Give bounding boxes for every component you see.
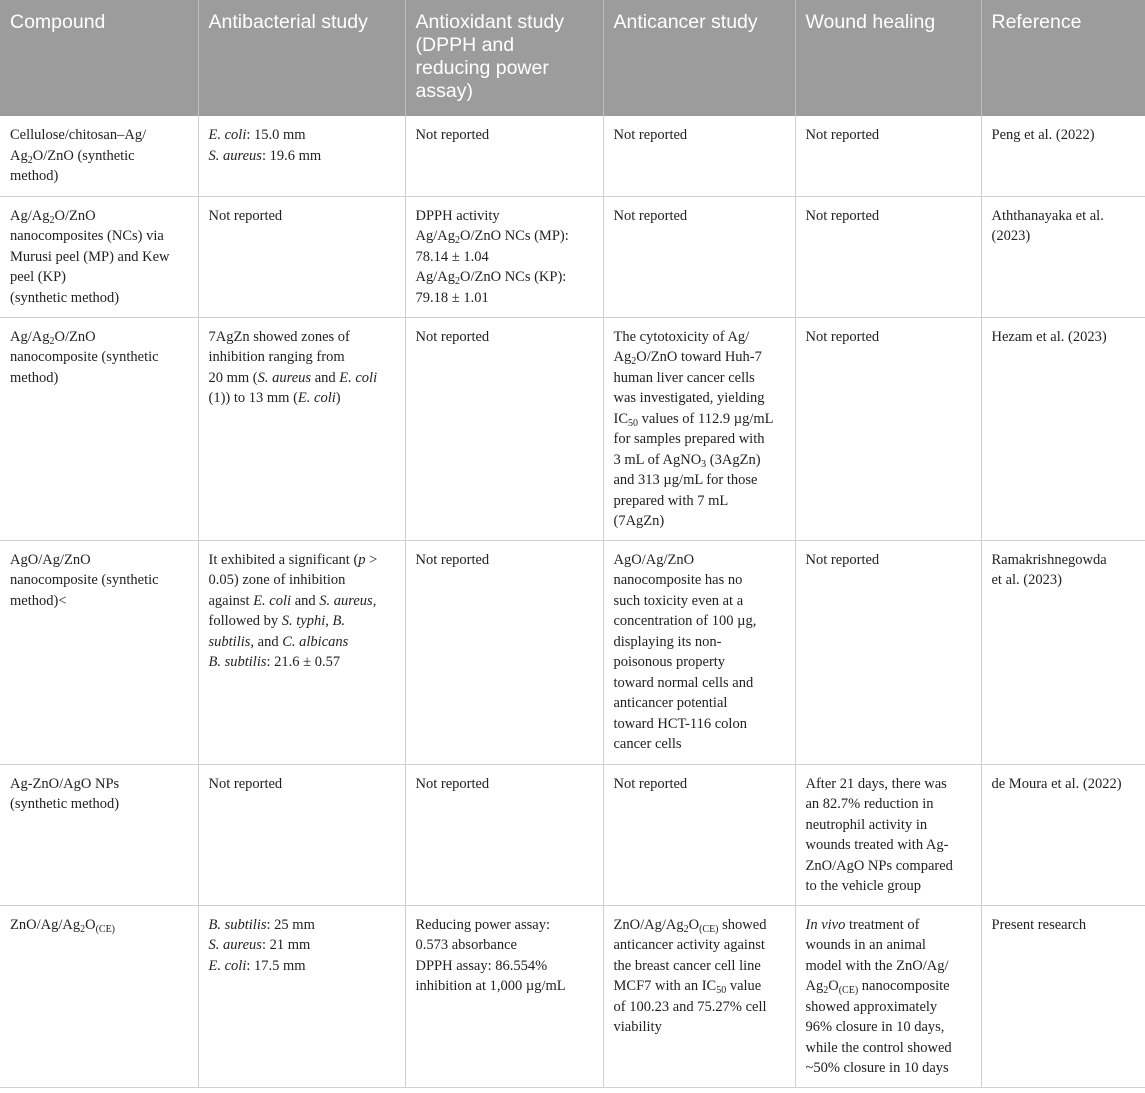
cell-antioxidant	[405, 116, 603, 196]
cell-text-line: Not reported	[415, 551, 490, 568]
cell-text-line: Antibacterial study	[208, 11, 368, 33]
cell-reference	[981, 116, 1145, 196]
cell-text-line: prepared with 7 mL	[613, 492, 729, 509]
cell-text-line: to the vehicle group	[805, 878, 922, 894]
cell-text-line: (2023)	[991, 228, 1031, 244]
cell-text-line: of 100.23 and 75.27% cell	[613, 998, 767, 1015]
table-row	[0, 116, 1145, 196]
cell-text-line: Present research	[991, 916, 1087, 933]
cell-text-line: for samples prepared with	[613, 431, 765, 447]
cell-text-line: B. subtilis: 21.6 ± 0.57	[208, 654, 341, 670]
header-anticancer-study	[603, 0, 795, 116]
cell-text-line: Not reported	[415, 127, 490, 143]
cell-text-line: (1)) to 13 mm (E. coli)	[208, 390, 341, 406]
cell-text-line: Not reported	[805, 207, 880, 224]
cell-text-line: Hezam et al. (2023)	[991, 328, 1107, 345]
cell-text-line: ZnO/$Ag/Ag_2O_{(CE)}$ showed	[613, 916, 767, 935]
cell-text-line: E. coli: 17.5 mm	[208, 957, 306, 974]
cell-text-line: 20 mm (S. aureus and E. coli	[208, 369, 378, 386]
cell-text-line: (synthetic method)	[10, 796, 120, 812]
cell-text-line: method)	[10, 369, 59, 386]
cell-text-line: $Ag_2O$/ZnO toward Huh-7	[613, 349, 762, 367]
cell-text-line: anticancer activity against	[613, 937, 765, 953]
cell-anticancer	[603, 540, 795, 764]
cell-text-line: model with the ZnO/Ag/	[805, 957, 949, 974]
header-wound-healing	[795, 0, 981, 116]
cell-antioxidant	[405, 905, 603, 1087]
table-row	[0, 196, 1145, 317]
cell-anticancer	[603, 764, 795, 905]
cell-anticancer	[603, 116, 795, 196]
cell-wound-healing	[795, 317, 981, 540]
cell-text-line: S. aureus: 19.6 mm	[208, 147, 322, 164]
cell-text-line: displaying its non-	[613, 633, 722, 650]
cell-compound	[0, 540, 198, 764]
cell-anticancer	[603, 317, 795, 540]
cell-text-line: Ramakrishnegowda	[991, 551, 1107, 568]
cell-text-line: nanocomposites (NCs) via	[10, 228, 164, 244]
cell-wound-healing	[795, 764, 981, 905]
cell-text-line: reducing power	[415, 57, 549, 79]
cell-text-line: Ag-ZnO/AgO NPs	[10, 775, 120, 792]
cell-text-line: human liver cancer cells	[613, 369, 755, 386]
cell-text-line: viability	[613, 1019, 662, 1035]
cell-text-line: toward HCT-116 colon	[613, 715, 747, 732]
cell-antibacterial	[198, 196, 405, 317]
cell-text-line: wounds treated with Ag-	[805, 837, 949, 853]
cell-anticancer	[603, 196, 795, 317]
cell-text-line: Not reported	[613, 775, 688, 792]
cell-antioxidant	[405, 196, 603, 317]
header-reference	[981, 0, 1145, 116]
table-row	[0, 540, 1145, 764]
cell-text-line: ZnO/$Ag/Ag_2O_{(CE)}$	[10, 916, 116, 935]
cell-text-line: B. subtilis: 25 mm	[208, 916, 315, 933]
cell-text-line: $Ag/Ag_2O$/ZnO NCs (KP):	[415, 269, 567, 287]
cell-text-line: AgO/Ag/ZnO	[613, 551, 695, 568]
cell-text-line: et al. (2023)	[991, 572, 1062, 588]
cell-text-line: 96% closure in 10 days,	[805, 1019, 945, 1035]
cell-compound	[0, 905, 198, 1087]
cell-text-line: ZnO/AgO NPs compared	[805, 857, 953, 874]
table-row	[0, 905, 1145, 1087]
cell-text-line: 3 mL of AgNO$_3$ (3AgZn)	[613, 451, 761, 470]
cell-text-line: $Ag_2O$/ZnO (synthetic	[10, 147, 135, 166]
cell-antibacterial	[198, 540, 405, 764]
cell-text-line: Aththanayaka et al.	[991, 207, 1104, 224]
cell-text-line: such toxicity even at a	[613, 592, 744, 609]
cell-text-line: nanocomposite has no	[613, 572, 743, 588]
cell-wound-healing	[795, 905, 981, 1087]
cell-text-line: toward normal cells and	[613, 674, 754, 691]
cell-text-line: Not reported	[415, 328, 490, 345]
cell-text-line: showed approximately	[805, 998, 938, 1015]
cell-wound-healing	[795, 540, 981, 764]
header-row	[0, 0, 1145, 116]
cell-compound	[0, 116, 198, 196]
cell-text-line: DPPH assay: 86.554%	[415, 957, 548, 974]
cell-text-line: assay)	[415, 80, 473, 102]
cell-reference	[981, 317, 1145, 540]
cell-text-line: anticancer potential	[613, 695, 728, 711]
cell-text-line: method)<	[10, 592, 67, 609]
cell-text-line: MCF7 with an $IC_{50}$ value	[613, 978, 762, 996]
cell-text-line: 78.14 ± 1.04	[415, 248, 489, 265]
cell-text-line: Peng et al. (2022)	[991, 127, 1095, 143]
cell-reference	[981, 540, 1145, 764]
cell-text-line: neutrophil activity in	[805, 816, 928, 833]
cell-text-line: Not reported	[805, 551, 880, 568]
cell-text-line: Not reported	[208, 775, 283, 792]
table-row	[0, 317, 1145, 540]
cell-text-line: Anticancer study	[613, 11, 758, 33]
cell-text-line: inhibition ranging from	[208, 349, 345, 365]
cell-text-line: 0.05) zone of inhibition	[208, 572, 346, 588]
cell-antibacterial	[198, 764, 405, 905]
table-body	[0, 116, 1145, 1087]
cell-text-line: DPPH activity	[415, 207, 500, 224]
cell-text-line: $Ag/Ag_2O$/ZnO	[10, 207, 96, 226]
header-antioxidant-study	[405, 0, 603, 116]
cell-text-line: Not reported	[613, 127, 688, 143]
cell-reference	[981, 764, 1145, 905]
cell-compound	[0, 764, 198, 905]
header-compound	[0, 0, 198, 116]
cell-antibacterial	[198, 116, 405, 196]
cell-reference	[981, 905, 1145, 1087]
cell-text-line: against E. coli and S. aureus,	[208, 592, 377, 609]
cell-text-line: poisonous property	[613, 654, 726, 670]
cell-anticancer	[603, 905, 795, 1087]
cell-text-line: Not reported	[613, 207, 688, 224]
cell-text-line: Reducing power assay:	[415, 916, 550, 933]
cell-antioxidant	[405, 764, 603, 905]
cell-text-line: an 82.7% reduction in	[805, 796, 934, 812]
table-header	[0, 0, 1145, 116]
cell-text-line: It exhibited a significant (p >	[208, 551, 378, 568]
cell-text-line: the breast cancer cell line	[613, 957, 761, 974]
cell-text-line: Cellulose/chitosan–Ag/	[10, 127, 147, 143]
cell-text-line: Not reported	[805, 127, 880, 143]
cell-text-line: (7AgZn)	[613, 513, 665, 529]
cell-text-line: Compound	[10, 11, 106, 33]
cell-text-line: nanocomposite (synthetic	[10, 349, 159, 365]
cell-text-line: E. coli: 15.0 mm	[208, 127, 306, 143]
cell-reference	[981, 196, 1145, 317]
cell-text-line: ~50% closure in 10 days	[805, 1060, 949, 1076]
cell-text-line: $IC_{50}$ values of 112.9 µg/mL	[613, 410, 774, 429]
cell-text-line: followed by S. typhi, B.	[208, 613, 346, 629]
cell-compound	[0, 196, 198, 317]
cell-text-line: subtilis, and C. albicans	[208, 633, 349, 650]
cell-text-line: Not reported	[208, 207, 283, 224]
cell-text-line: inhibition at 1,000 µg/mL	[415, 978, 566, 994]
cell-text-line: $Ag_2O_{(CE)}$ nanocomposite	[805, 978, 950, 996]
cell-text-line: S. aureus: 21 mm	[208, 937, 311, 953]
cell-text-line: while the control showed	[805, 1039, 952, 1056]
cell-text-line: 79.18 ± 1.01	[415, 289, 489, 306]
cell-text-line: nanocomposite (synthetic	[10, 572, 159, 588]
cell-text-line: Reference	[991, 11, 1082, 33]
cell-text-line: de Moura et al. (2022)	[991, 775, 1122, 792]
cell-wound-healing	[795, 196, 981, 317]
cell-antibacterial	[198, 905, 405, 1087]
cell-text-line: and 313 µg/mL for those	[613, 472, 758, 488]
cell-antioxidant	[405, 317, 603, 540]
cell-text-line: (DPPH and	[415, 34, 515, 56]
table-row	[0, 764, 1145, 905]
cell-text-line: peel (KP)	[10, 269, 66, 285]
cell-text-line: In vivo treatment of	[805, 916, 920, 933]
cell-text-line: Wound healing	[805, 11, 936, 33]
cell-text-line: Antioxidant study	[415, 11, 565, 33]
cell-text-line: AgO/Ag/ZnO	[10, 551, 91, 568]
cell-text-line: After 21 days, there was	[805, 775, 947, 792]
cell-text-line: The cytotoxicity of Ag/	[613, 328, 750, 345]
cell-text-line: 7AgZn showed zones of	[208, 328, 350, 345]
cell-compound	[0, 317, 198, 540]
cell-antibacterial	[198, 317, 405, 540]
cell-wound-healing	[795, 116, 981, 196]
cell-text-line: $Ag/Ag_2O$/ZnO	[10, 328, 96, 347]
header-antibacterial-study	[198, 0, 405, 116]
cell-text-line: concentration of 100 µg,	[613, 613, 757, 629]
cell-text-line: Murusi peel (MP) and Kew	[10, 248, 170, 265]
cell-text-line: Not reported	[805, 328, 880, 345]
cell-text-line: wounds in an animal	[805, 937, 926, 953]
cell-text-line: 0.573 absorbance	[415, 937, 517, 953]
cell-text-line: cancer cells	[613, 736, 682, 752]
cell-text-line: method)	[10, 168, 59, 184]
cell-text-line: $Ag/Ag_2O$/ZnO NCs (MP):	[415, 228, 569, 246]
cell-antioxidant	[405, 540, 603, 764]
cell-text-line: (synthetic method)	[10, 289, 120, 306]
cell-text-line: was investigated, yielding	[613, 390, 765, 406]
cell-text-line: Not reported	[415, 775, 490, 792]
